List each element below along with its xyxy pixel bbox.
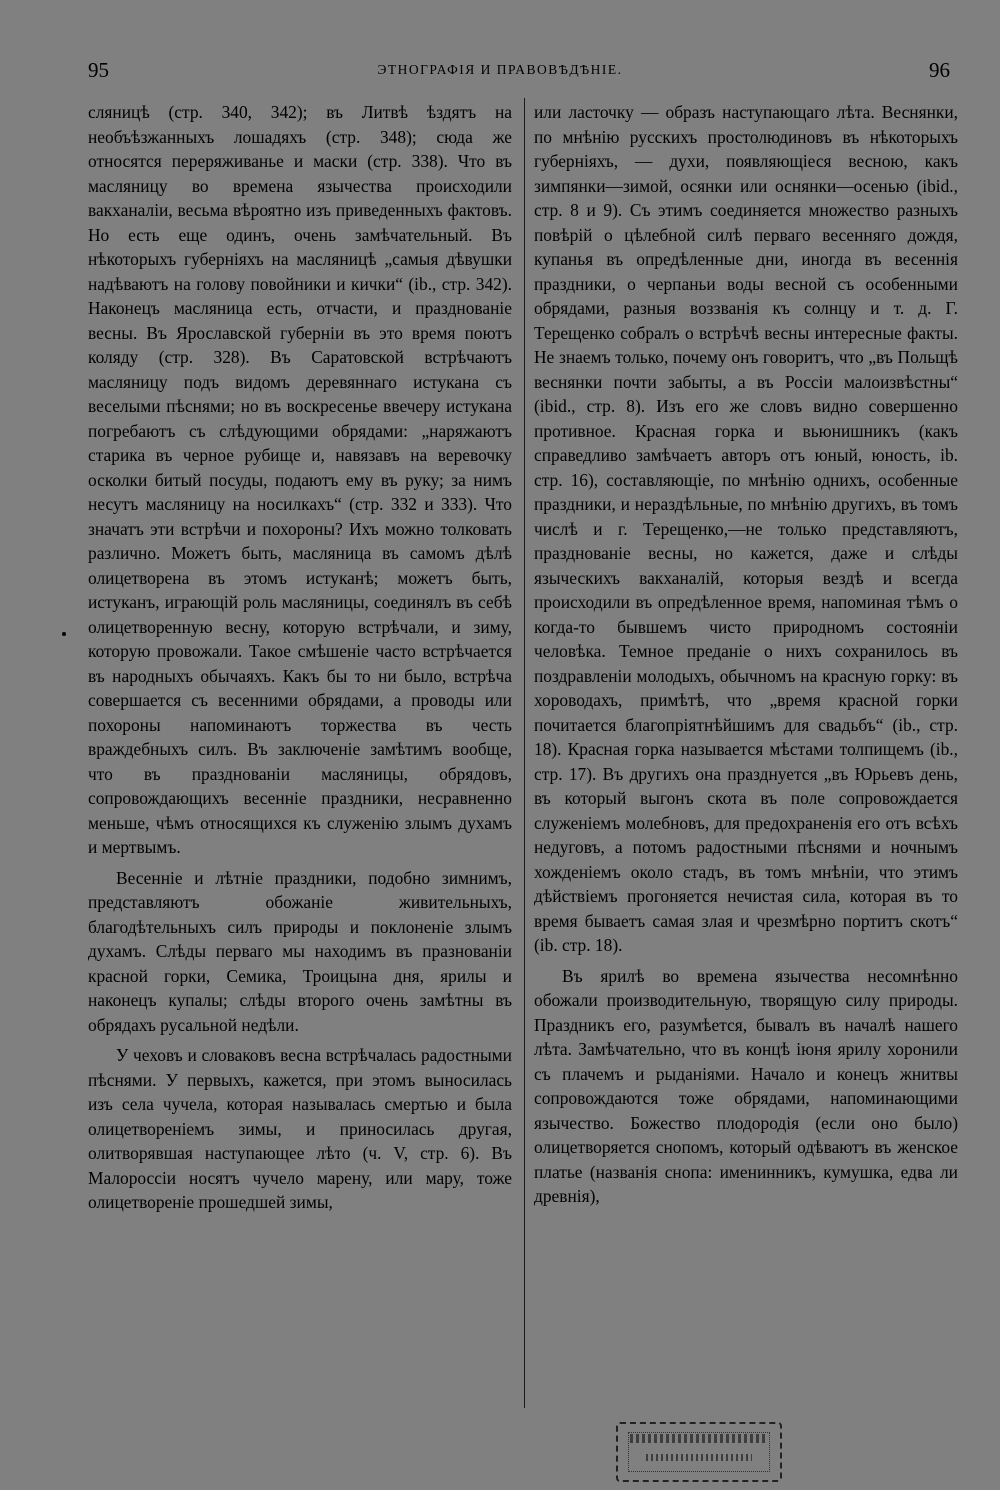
paragraph: сляницѣ (стр. 340, 342); въ Литвѣ ѣздятъ на необъѣзжанныхъ лошадяхъ (стр. 348); сюда же относятся переряживанье и маски (стр. 338). Что въ масляницу во времена язычества происходили вакханаліи, весьма вѣроятно изъ приведенныхъ фактовъ. Но есть еще одинъ, очень замѣчательный. Въ нѣкоторыхъ губерніяхъ на масляницѣ „самыя дѣвушки надѣваютъ на голову повойники и кички“ (ib., стр. 342). Наконецъ масляница есть, отчасти, и празднованіе весны. Въ Ярославской губерніи въ это время поютъ коляду (стр. 328). Въ Саратовской встрѣчаютъ масляницу подъ видомъ деревяннаго истукана съ веселыми пѣснями; но въ воскресенье ввечеру истукана погребаютъ съ слѣдующими обрядами: „наряжаютъ старика въ черное рубище и, навязавъ на веревочку осколки битый посуды, подаютъ ему въ руку; за нимъ несутъ масляницу на носилкахъ“ (стр. 332 и 333). Что значатъ эти встрѣчи и похороны? Ихъ можно толковать различно. Можетъ быть, масляница въ самомъ дѣлѣ олицетворена въ этомъ истуканѣ; можетъ быть, истуканъ, играющій роль масляницы, соединялъ въ себѣ олицетворенную весну, которую встрѣчали, и зиму, которую провожали. Такое смѣшеніе часто встрѣчается въ народныхъ обычаяхъ. Какъ бы то ни было, встрѣча совершается съ весенними обрядами, а проводы или похороны напоминаютъ торжества въ честь враждебныхъ силъ. Въ заключеніе замѣтимъ вообще, что въ празднованіи масляницы, обрядовъ, сопровождающихъ весенніе праздники, несравненно меньше, чѣмъ относящихся къ служенію злымъ духамъ и мертвымъ.: [88, 102, 512, 857]
paragraph: Въ ярилѣ во времена язычества несомнѣнно обожали производительную, творящую силу природы. Праздникъ его, разумѣется, бывалъ въ началѣ нашего лѣта. Замѣчательно, что въ концѣ іюня ярилу хоронили съ плачемъ и рыданіями. Начало и конецъ жнитвы сопровождаются тоже обрядами, напоминающими язычество. Божество плодородія (если оно было) олицетворяется снопомъ, который одѣваютъ въ женское платье (названія снопа: именинникъ, кумушка, едва ли древнія),: [534, 965, 958, 1206]
column-divider: [524, 98, 525, 1408]
running-head: ЭТНОГРАФІЯ И ПРАВОВѢДѢНІЕ.: [377, 62, 623, 77]
paragraph: или ласточку — образъ наступающаго лѣта. Веснянки, по мнѣнію русскихъ простолюдиновъ въ нѣкоторыхъ губерніяхъ, — духи, появляющіеся весною, какъ зимпянки—зимой, осянки или оснянки—осенью (ibid., стр. 8 и 9). Съ этимъ соединяется множество разныхъ повѣрій о цѣлебной силѣ перваго весенняго дождя, купанья въ опредѣленные дни, иногда въ весеннія праздники, о черпаньи воды весной съ особенными обрядами, разныя воззванія къ солнцу и т. д. Г. Терещенко собралъ о встрѣчѣ весны интересные факты. Не знаемъ только, почему онъ говоритъ, что „въ Польщѣ веснянки почти забыты, а въ Россіи малоизвѣстны“ (ibid., стр. 8). Изъ его же словъ видно совершенно противное. Красная горка и вьюнишникъ (какъ справедливо замѣчаетъ авторъ отъ юный, юность, ib. стр. 16), составляющіе, по мнѣнію однихъ, особенные праздники, и нераздѣльные, по мнѣнію другихъ, въ томъ числѣ и г. Терещенко,—не только представляютъ, празднованіе весны, но кажется, даже и слѣды языческихъ вакханалій, которыя вездѣ и всегда происходили въ опредѣленное время, напоминая тѣмъ о когда-то бывшемъ чисто природномъ состояніи человѣка. Темное преданіе о нихъ сохранилось въ поздравленіи молодыхъ, обычномъ на красную горку: въ хороводахъ, примѣтѣ, что „время красной горки почитается благопріятнѣйшимъ для свадьбъ“ (ib., стр. 18). Красная горка называется мѣстами толпищемъ (ib., стр. 17). Въ другихъ она празднуется „въ Юрьевъ день, въ который выгонъ скота въ поле сопровождается служеніемъ молебновъ, для предохраненія его отъ всѣхъ недуговъ, а потомъ радостными пѣснями и ночнымъ хожденіемъ около стадъ, въ томъ мнѣніи, что этимъ дѣйствіемъ прогоняется нечистая сила, которая въ то время бываетъ самая злая и чрезмѣрно портитъ скотъ“ (ib. стр. 18).: [534, 102, 958, 955]
paragraph: Весенніе и лѣтніе праздники, подобно зимнимъ, представляютъ обожаніе живительныхъ, благодѣтельныхъ силъ природы и поклоненіе злымъ духамъ. Слѣды перваго мы находимъ въ празнованіи красной горки, Семика, Троицына дня, ярилы и наконецъ купалы; слѣды второго очень замѣтны въ обрядахъ русальной недѣли.: [88, 867, 512, 1035]
ink-speck: [62, 632, 66, 636]
paragraph: У чеховъ и словаковъ весна встрѣчалась радостными пѣснями. У первыхъ, кажется, при этомъ выносилась изъ села чучела, которая называлась смертью и была олицетвореніемъ зимы, и приносилась другая, олитворявшая наступающее лѣто (ч. V, стр. 6). Въ Малороссіи носятъ чучело марену, или мару, тоже олицетвореніе прошедшей зимы,: [88, 1045, 512, 1212]
page-number-right: 96: [929, 58, 950, 82]
left-column: [88, 100, 512, 1215]
page-number-left: 95: [88, 58, 109, 82]
library-stamp: [616, 1422, 782, 1482]
stamp-text-line: [630, 1434, 768, 1443]
stamp-text-line: [646, 1454, 752, 1461]
right-column: [534, 100, 958, 1209]
page-header: [0, 58, 1000, 88]
